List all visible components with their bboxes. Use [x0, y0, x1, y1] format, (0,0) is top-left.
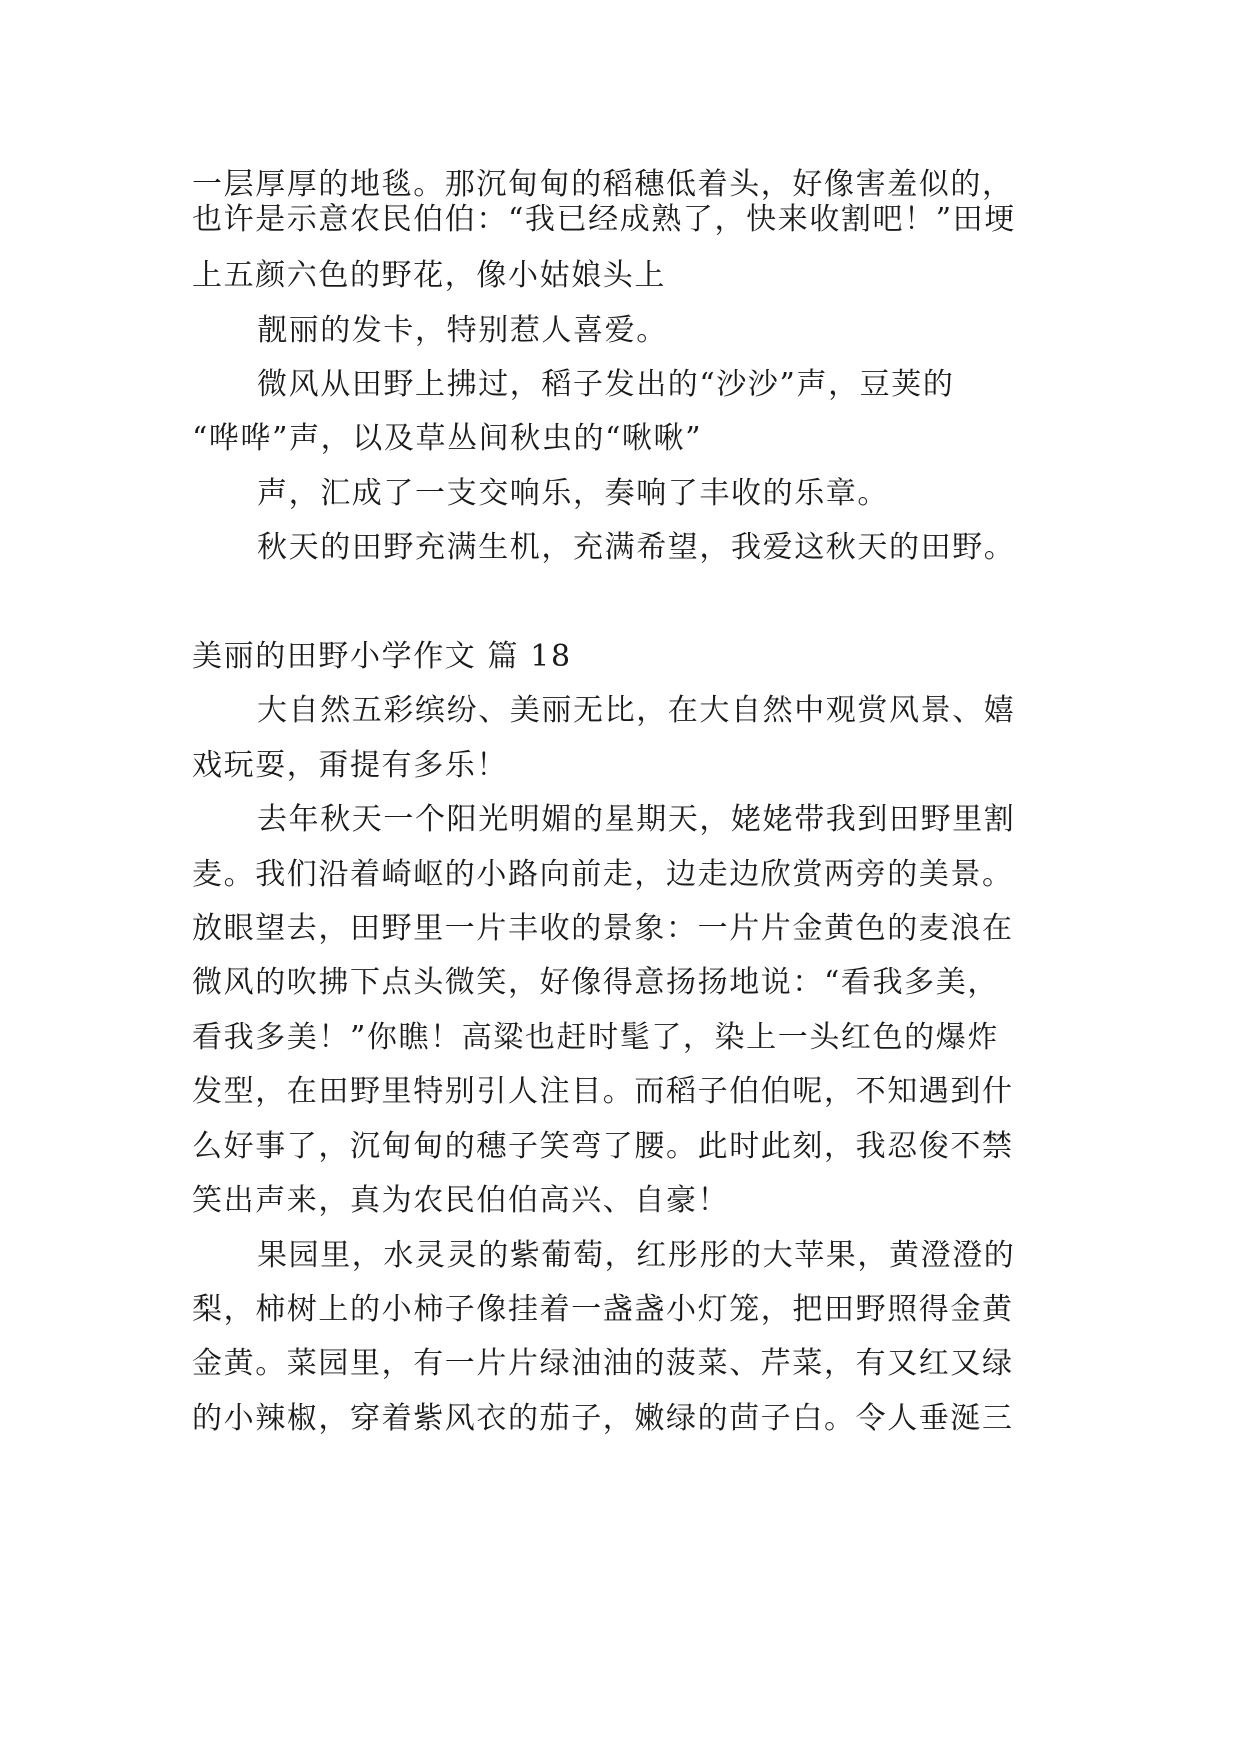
text-line: 笑出声来，真为农民伯伯高兴、自豪！ — [192, 1183, 730, 1218]
text-line: 么好事了，沉甸甸的穗子笑弯了腰。此时此刻，我忍俊不禁 — [192, 1129, 1014, 1164]
text-line: 放眼望去，田野里一片丰收的景象：一片片金黄色的麦浪在 — [192, 911, 1014, 946]
text-line: 发型，在田野里特别引人注目。而稻子伯伯呢，不知遇到什 — [192, 1074, 1014, 1109]
text-line: 也许是示意农民伯伯：“我已经成熟了，快来收割吧！”田埂 — [192, 202, 1016, 237]
text-line: “哗哗”声，以及草丛间秋虫的“啾啾” — [192, 421, 703, 456]
section-heading: 美丽的田野小学作文 篇 18 — [192, 639, 572, 674]
paragraph-first-line: 秋天的田野充满生机，充满希望，我爱这秋天的田野。 — [257, 530, 1016, 565]
text-line: 微风的吹拂下点头微笑，好像得意扬扬地说：“看我多美， — [192, 965, 999, 1000]
text-line: 看我多美！”你瞧！高粱也赶时髦了，染上一头红色的爆炸 — [192, 1020, 999, 1055]
paragraph-first-line: 微风从田野上拂过，稻子发出的“沙沙”声，豆荚的 — [257, 367, 955, 402]
text-line: 麦。我们沿着崎岖的小路向前走，边走边欣赏两旁的美景。 — [192, 857, 1014, 892]
text-line: 上五颜六色的野花，像小姑娘头上 — [192, 258, 666, 293]
text-line: 一层厚厚的地毯。那沉甸甸的稻穗低着头，好像害羞似的， — [192, 167, 1014, 202]
paragraph-first-line: 去年秋天一个阳光明媚的星期天，姥姥带我到田野里割 — [257, 802, 1016, 837]
text-line: 的小辣椒，穿着紫风衣的茄子，嫩绿的茴子白。令人垂涎三 — [192, 1401, 1014, 1436]
text-line: 戏玩耍，甭提有多乐！ — [192, 748, 508, 783]
text-line: 金黄。菜园里，有一片片绿油油的菠菜、芹菜，有又红又绿 — [192, 1346, 1014, 1381]
paragraph-first-line: 声，汇成了一支交响乐，奏响了丰收的乐章。 — [257, 476, 889, 511]
paragraph-first-line: 果园里，水灵灵的紫葡萄，红彤彤的大苹果，黄澄澄的 — [257, 1238, 1016, 1273]
paragraph-first-line: 大自然五彩缤纷、美丽无比，在大自然中观赏风景、嬉 — [257, 693, 1016, 728]
text-line: 梨，柿树上的小柿子像挂着一盏盏小灯笼，把田野照得金黄 — [192, 1292, 1014, 1327]
paragraph-first-line: 靓丽的发卡，特别惹人喜爱。 — [257, 313, 668, 348]
